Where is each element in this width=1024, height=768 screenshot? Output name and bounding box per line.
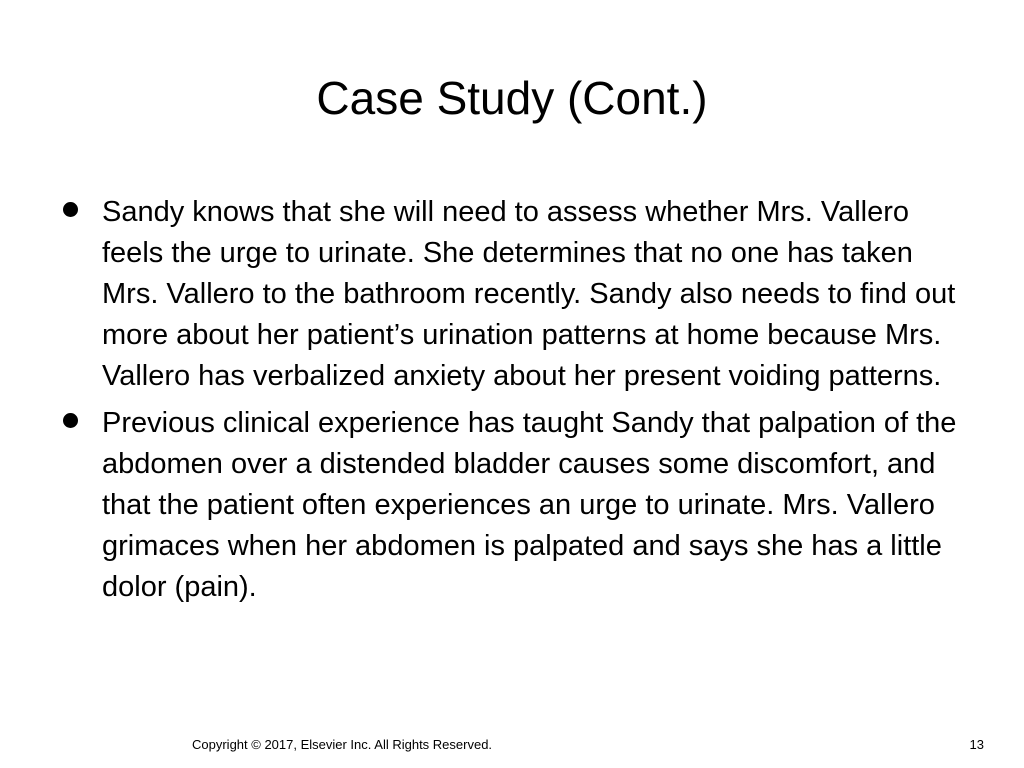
slide-title: Case Study (Cont.) bbox=[316, 72, 708, 124]
bullet-dot-icon bbox=[63, 413, 78, 428]
bullet-dot-icon bbox=[63, 202, 78, 217]
bullet-text: Previous clinical experience has taught Sandy that palpation of the abdomen over a distended bladder causes some discomfort, and that the patient often experiences an urge to urinate. Mrs. Vallero grimaces when her abdomen is palpated and says she has a little dolor (pain). bbox=[102, 407, 957, 603]
bullet-item bbox=[60, 192, 960, 397]
footer-copyright: Copyright © 2017, Elsevier Inc. All Rights Reserved. bbox=[192, 737, 493, 752]
page-number: 13 bbox=[969, 737, 984, 752]
bullet-text: Sandy knows that she will need to assess whether Mrs. Vallero feels the urge to urinate. She determines that no one has taken Mrs. Vallero to the bathroom recently. Sandy also needs to find out more about her patient’s urination patterns at home because Mrs. Vallero has verbalized anxiety about her present voiding patterns. bbox=[102, 196, 956, 392]
bullet-item bbox=[60, 403, 960, 608]
bullet-list bbox=[60, 192, 960, 614]
